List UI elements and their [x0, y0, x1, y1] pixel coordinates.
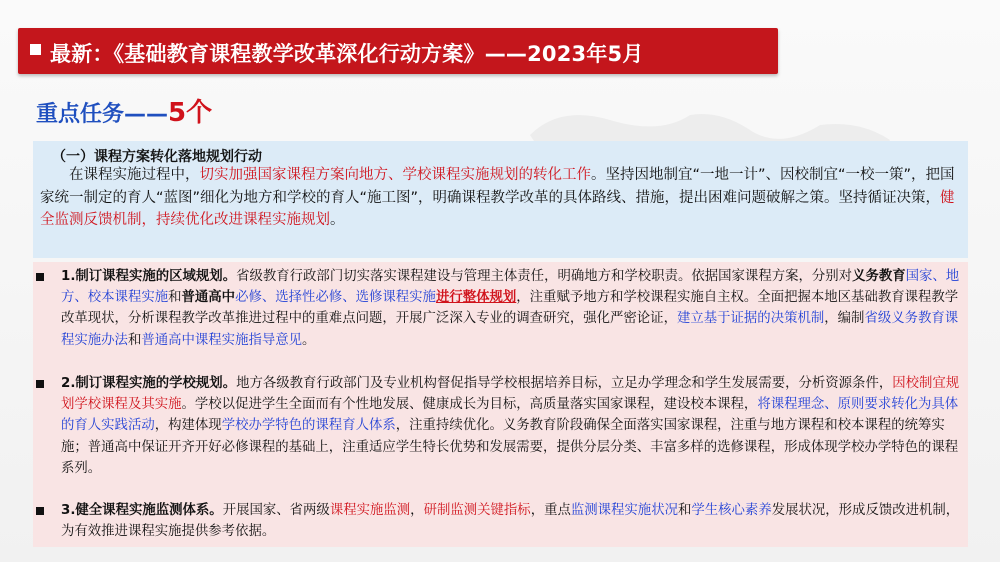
list-item-text [61, 373, 964, 479]
text-span: 和 [168, 290, 182, 306]
banner-title: 最新：《基础教育课程教学改革深化行动方案》——2023年5月 [50, 42, 644, 66]
list-item [34, 373, 964, 479]
text-span: 。学校以促进学生全面而有个性地发展、健康成长为目标，高质量落实国家课程，建设校本课程， [181, 397, 758, 413]
section1-heading: （一）课程方案转化落地规划行动 [52, 149, 262, 165]
text-span: ，编制 [824, 311, 865, 327]
highlight-blue: 建立基于证据的决策机制 [676, 311, 825, 327]
text-span: 。 [302, 332, 316, 348]
list-item-text [61, 266, 964, 351]
text-span: ，注重赋予地方和学校课程实施自主权。全面把握本地区基础教育课程教学改革现状，分析课程教学改革推进过程中的重难点问题，开展广泛深入专业的调查研究，强化严密论证， [61, 290, 959, 327]
text-span: 在课程实施过程中， [69, 167, 200, 183]
key-tasks-heading [36, 92, 212, 129]
key-tasks-count: 5个 [168, 98, 213, 128]
highlight-blue: 学校办学特色的课程育人体系 [221, 418, 396, 434]
section1-paragraph [40, 164, 960, 232]
text-span: 发展状况，形成反馈改进机制，为有效推进课程实施提供参考依据。 [61, 503, 960, 540]
square-bullet-icon [36, 273, 44, 281]
square-bullet-icon [36, 380, 44, 388]
highlight-red: 进行整体规划 [435, 290, 517, 306]
highlight-blue: 将课程理念、原则要求转化为具体的育人实践活动 [61, 397, 959, 434]
text-span: ， [410, 503, 424, 518]
highlight-red: 课程实施监测 [329, 503, 411, 518]
item-heading: 1.制订课程实施的区域规划。 [61, 269, 237, 284]
text-span: 和 [127, 332, 142, 348]
highlight-red: 切实加强国家课程方案向地方、学校课程实施规划的转化工作 [199, 167, 591, 183]
text-span: 开展国家、省两级 [222, 503, 330, 518]
list-item [34, 500, 964, 542]
highlight-blue: 学生核心素养 [691, 503, 772, 518]
highlight-red: 研制监测关键指标 [423, 503, 531, 518]
highlight-red: 因校制宜规划学校课程及其实施 [61, 376, 960, 413]
list-item [34, 266, 964, 351]
text-span: 省级教育行政部门切实落实课程建设与管理主体责任，明确地方和学校职责。依据国家课程方案，分别对 [236, 269, 853, 284]
highlight-blue: 省级义务教育课程实施办法 [61, 311, 959, 348]
square-bullet-icon [30, 44, 41, 55]
text-span: 。坚持因地制宜“一地一计”、因校制宜“一校一策”，把国家统一制定的育人“蓝图”细化为地方和学校的育人“施工图”，明确课程教学改革的具体路线、措施，提出困难问题破解之策。坚持循证决策， [40, 167, 955, 206]
text-bold: 普通高中 [181, 290, 236, 306]
text-bold: 义务教育 [852, 269, 906, 284]
text-span: ，重点 [530, 503, 571, 518]
list-item-text [61, 500, 964, 542]
item-heading: 3.健全课程实施监测体系。 [61, 503, 223, 518]
text-span: ，注重持续优化。义务教育阶段确保全面落实国家课程，注重与地方课程和校本课程的统筹实施；普通高中保证开齐开好必修课程的基础上，注重适应学生特长优势和发展需要，提供分层分类、丰富多样的选修课程，形成体现学校办学特色的课程系列。 [61, 418, 959, 476]
highlight-blue: 普通高中课程实施指导意见 [141, 332, 303, 348]
highlight-blue: 国家、地方、校本课程实施 [61, 269, 960, 306]
text-span: 和 [677, 503, 692, 518]
text-span: 地方各级教育行政部门及专业机构督促指导学校根据培养目标，立足办学理念和学生发展需要，分析资源条件， [236, 376, 893, 391]
title-banner [18, 28, 778, 74]
item-heading: 2.制订课程实施的学校规划。 [61, 376, 237, 391]
text-span: 。 [330, 212, 345, 228]
square-bullet-icon [36, 507, 44, 515]
key-tasks-label: 重点任务—— [36, 102, 169, 127]
highlight-red: 健全监测反馈机制，持续优化改进课程实施规划 [40, 189, 955, 228]
highlight-blue: 监测课程实施状况 [570, 503, 678, 518]
text-span: ，构建体现 [154, 418, 222, 434]
highlight-blue: 必修、选择性必修、选修课程实施 [235, 290, 436, 306]
